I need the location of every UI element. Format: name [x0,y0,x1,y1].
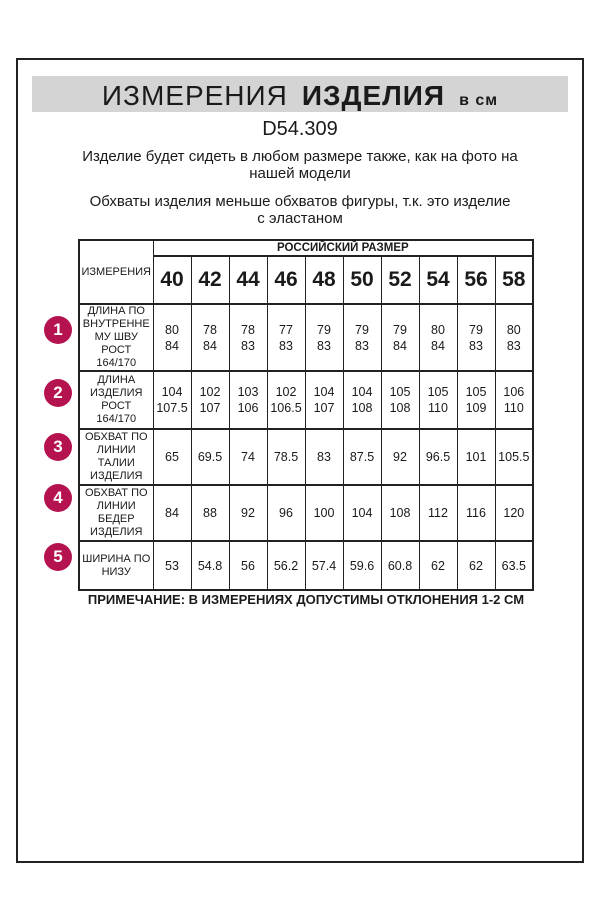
size-column-header: 56 [457,256,495,304]
measurement-cell: 79 83 [457,304,495,371]
measurement-cell: 63.5 [495,541,533,590]
measurement-cell: 57.4 [305,541,343,590]
measurement-cell: 105.5 [495,429,533,485]
fit-note: Изделие будет сидеть в любом размере также, как на фото на нашей модели [82,148,518,182]
measurement-cell: 102 106.5 [267,371,305,429]
measurement-cell: 103 106 [229,371,267,429]
table-row [79,304,533,371]
table-row [79,541,533,590]
measurement-cell: 78.5 [267,429,305,485]
measurement-cell: 105 109 [457,371,495,429]
measurement-cell: 54.8 [191,541,229,590]
row-label: ОБХВАТ ПО ЛИНИИ БЕДЕР ИЗДЕЛИЯ [79,485,153,541]
measurement-cell: 105 108 [381,371,419,429]
row-label: ДЛИНА ИЗДЕЛИЯ РОСТ 164/170 [79,371,153,429]
measurement-cell: 62 [419,541,457,590]
size-column-header: 44 [229,256,267,304]
measurement-cell: 56 [229,541,267,590]
measurement-cell: 92 [381,429,419,485]
measurement-cell: 92 [229,485,267,541]
page-title-unit: в см [459,92,499,109]
measurements-corner-header: ИЗМЕРЕНИЯ [79,240,153,304]
measurement-cell: 80 83 [495,304,533,371]
measurement-cell: 69.5 [191,429,229,485]
page-title-main: ИЗМЕРЕНИЯ [101,80,288,111]
measurement-cell: 83 [305,429,343,485]
measurement-cell: 53 [153,541,191,590]
measurement-cell: 79 84 [381,304,419,371]
measurement-cell: 102 107 [191,371,229,429]
size-column-header: 40 [153,256,191,304]
table-row [79,429,533,485]
measurement-cell: 101 [457,429,495,485]
measurement-cell: 77 83 [267,304,305,371]
row-label: ШИРИНА ПО НИЗУ [79,541,153,590]
measurement-cell: 106 110 [495,371,533,429]
measurement-cell: 120 [495,485,533,541]
measurement-cell: 104 108 [343,371,381,429]
measurement-cell: 104 107 [305,371,343,429]
size-table [78,239,534,591]
size-column-header: 42 [191,256,229,304]
size-column-header: 46 [267,256,305,304]
measurement-cell: 100 [305,485,343,541]
measurement-cell: 108 [381,485,419,541]
size-column-header: 48 [305,256,343,304]
size-column-header: 50 [343,256,381,304]
measurement-cell: 96 [267,485,305,541]
measurement-cell: 88 [191,485,229,541]
row-number-badge: 3 [44,433,72,461]
size-column-header: 52 [381,256,419,304]
row-number-badge: 1 [44,316,72,344]
table-header-row [79,240,533,256]
measurement-cell: 112 [419,485,457,541]
measurement-cell: 104 [343,485,381,541]
measurement-cell: 87.5 [343,429,381,485]
measurement-cell: 78 84 [191,304,229,371]
table-row [79,371,533,429]
product-code: D54.309 [262,118,338,140]
size-group-header: РОССИЙСКИЙ РАЗМЕР [153,240,533,256]
title-bar [32,76,568,112]
measurement-cell: 65 [153,429,191,485]
measurement-cell: 60.8 [381,541,419,590]
measurement-cell: 96.5 [419,429,457,485]
footnote: ПРИМЕЧАНИЕ: В ИЗМЕРЕНИЯХ ДОПУСТИМЫ ОТКЛОНЕНИЯ 1-2 СМ [87,592,525,607]
measurement-cell: 79 83 [305,304,343,371]
table-row [79,485,533,541]
measurement-cell: 80 84 [153,304,191,371]
size-column-header: 54 [419,256,457,304]
size-column-header: 58 [495,256,533,304]
measurement-cell: 79 83 [343,304,381,371]
measurement-cell: 59.6 [343,541,381,590]
row-number-badge: 5 [44,543,72,571]
measurement-cell: 84 [153,485,191,541]
measurement-cell: 105 110 [419,371,457,429]
row-label: ОБХВАТ ПО ЛИНИИ ТАЛИИ ИЗДЕЛИЯ [79,429,153,485]
measurement-cell: 56.2 [267,541,305,590]
measurement-cell: 116 [457,485,495,541]
row-number-badge: 2 [44,379,72,407]
measurement-cell: 78 83 [229,304,267,371]
measurement-cell: 74 [229,429,267,485]
measurement-cell: 62 [457,541,495,590]
measurement-cell: 80 84 [419,304,457,371]
row-number-badge: 4 [44,484,72,512]
row-label: ДЛИНА ПО ВНУТРЕННЕ МУ ШВУ РОСТ 164/170 [79,304,153,371]
elastane-note: Обхваты изделия меньше обхватов фигуры, т.к. это изделие с эластаном [89,193,511,227]
measurement-cell: 104 107.5 [153,371,191,429]
page-title-emphasis: ИЗДЕЛИЯ [301,80,446,111]
